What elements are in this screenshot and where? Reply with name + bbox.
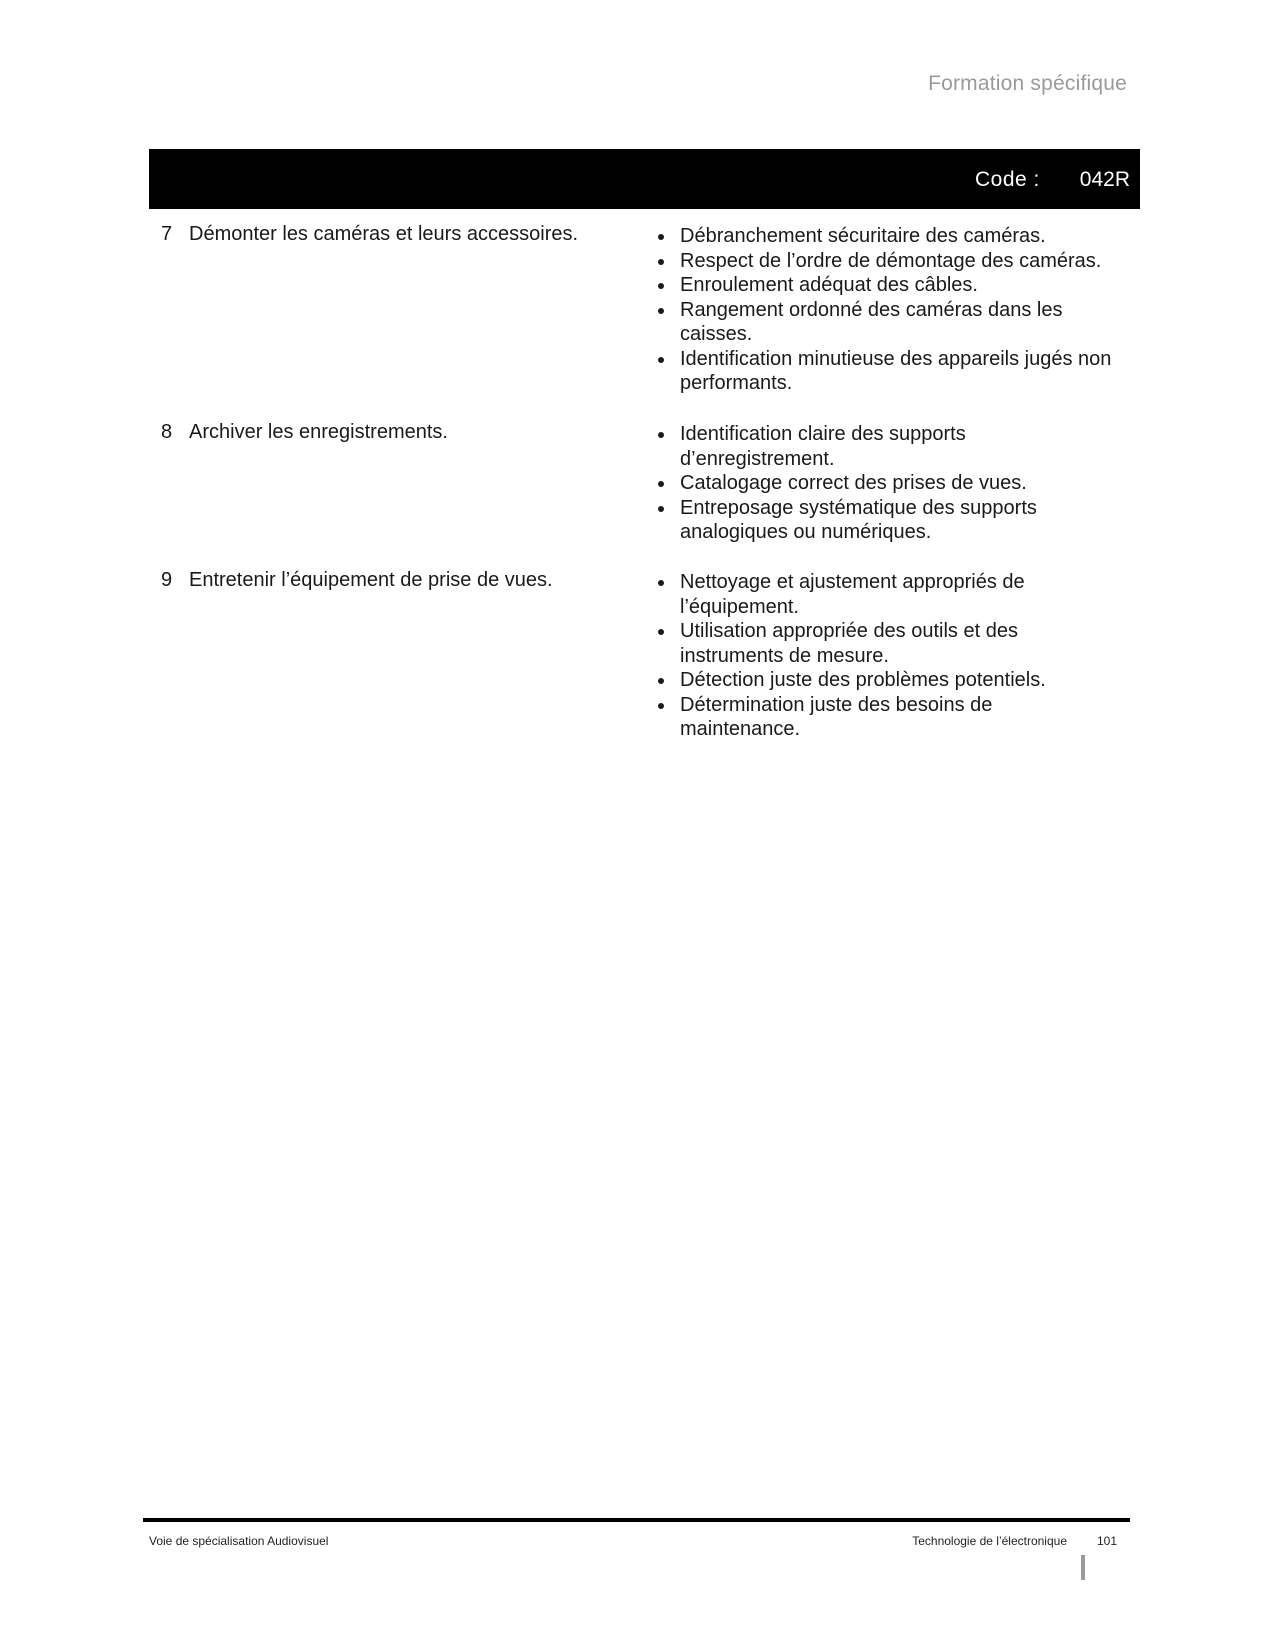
footer-course: Technologie de l’électronique [912,1534,1067,1548]
criterion-item: Détermination juste des besoins de maintenance. [654,693,1114,742]
criteria-list-8 [654,422,1114,545]
code-value: 042R [1079,168,1130,191]
code-bar [149,149,1140,209]
step-text: Entretenir l’équipement de prise de vues. [189,569,553,591]
code-label: Code : [975,168,1040,191]
criterion-item: Rangement ordonné des caméras dans les caisses. [654,298,1114,347]
criterion-item: Enroulement adéquat des câbles. [654,273,1114,298]
section-title: Formation spécifique [928,72,1127,95]
criteria-list-7 [654,224,1114,396]
criterion-item: Utilisation appropriée des outils et des instruments de mesure. [654,619,1114,668]
criterion-item: Identification claire des supports d’enregistrement. [654,422,1114,471]
criterion-item: Débranchement sécuritaire des caméras. [654,224,1114,249]
criterion-item: Entreposage systématique des supports analogiques ou numériques. [654,496,1114,545]
step-text: Archiver les enregistrements. [189,421,448,443]
footer-divider [143,1518,1130,1522]
margin-mark [1081,1555,1085,1580]
criterion-item: Catalogage correct des prises de vues. [654,471,1114,496]
criterion-item: Détection juste des problèmes potentiels. [654,668,1114,693]
criterion-item: Nettoyage et ajustement appropriés de l’équipement. [654,570,1114,619]
step-9 [161,568,621,593]
step-number: 8 [161,421,173,443]
step-7 [161,222,621,247]
criterion-item: Identification minutieuse des appareils jugés non performants. [654,347,1114,396]
step-text: Démonter les caméras et leurs accessoires. [189,223,579,245]
criteria-list-9 [654,570,1114,742]
criterion-item: Respect de l’ordre de démontage des caméras. [654,249,1114,274]
step-number: 9 [161,569,173,591]
step-8 [161,420,621,445]
step-number: 7 [161,223,173,245]
page-number: 101 [1097,1534,1118,1548]
footer-program: Voie de spécialisation Audiovisuel [149,1534,329,1548]
